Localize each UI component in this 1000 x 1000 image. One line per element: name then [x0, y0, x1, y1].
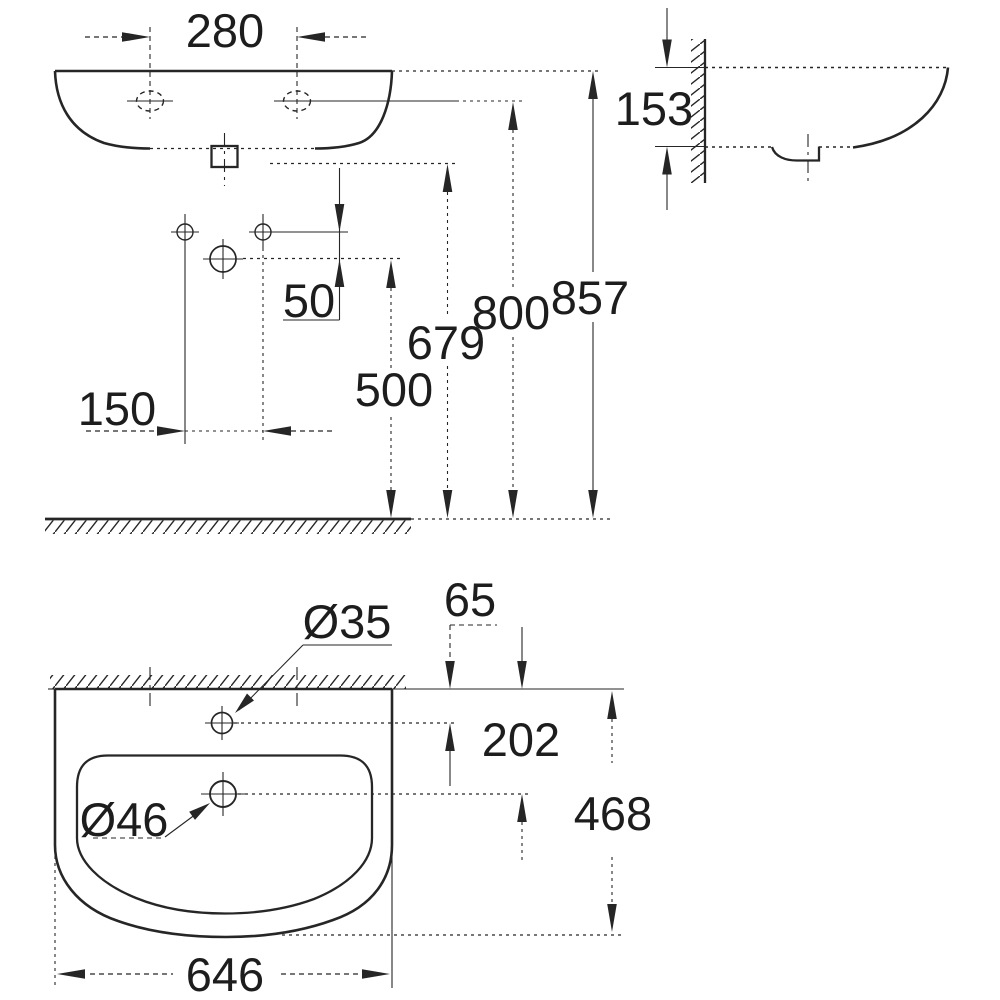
- dim-label-65: 65: [443, 573, 497, 626]
- arrow-up-icon: [335, 259, 345, 287]
- arrow-right-icon: [157, 426, 185, 436]
- arrow-down-icon: [662, 40, 672, 68]
- dim-mounting-depth: [615, 8, 693, 210]
- dim-label-679: 679: [406, 316, 486, 369]
- arrow-down-icon: [386, 490, 396, 518]
- front-view: [45, 4, 629, 534]
- arrow-right-icon: [122, 32, 150, 42]
- dim-basin-underside-height: [407, 164, 485, 518]
- dim-overall-width: [55, 850, 392, 1000]
- arrow-down-icon: [335, 204, 345, 232]
- dim-label-153: 153: [614, 82, 694, 135]
- drain-pipe-hole: [203, 239, 401, 279]
- arrow-up-icon: [508, 102, 518, 130]
- dim-drain-hole-diameter: [80, 793, 210, 846]
- dim-label-dia35: Ø35: [302, 595, 392, 648]
- arrow-down-icon: [445, 661, 455, 689]
- dim-label-468: 468: [573, 787, 653, 840]
- floor-hatching: [45, 521, 411, 535]
- basin-profile-curve: [853, 68, 948, 148]
- arrow-down-icon: [443, 490, 453, 518]
- arrow-up-icon: [588, 71, 598, 99]
- dim-fixing-to-drain: [283, 168, 344, 327]
- dim-label-646: 646: [185, 948, 265, 1000]
- dim-label-800: 800: [471, 286, 551, 339]
- arrow-up-icon: [445, 723, 455, 751]
- arrow-up-icon: [386, 260, 396, 288]
- dim-wall-to-drain: [482, 627, 560, 861]
- wall-hatching: [50, 675, 406, 689]
- dim-overall-depth: [574, 691, 652, 932]
- arrow-up-icon: [517, 794, 527, 822]
- dim-label-857: 857: [550, 271, 630, 324]
- dim-faucet-hole-diameter: [235, 595, 392, 713]
- faucet-hole-right: [274, 27, 522, 119]
- fixing-hole-left: [171, 214, 199, 444]
- arrow-leader-icon: [235, 694, 254, 714]
- arrow-up-icon: [607, 691, 617, 719]
- dim-label-150: 150: [77, 382, 157, 435]
- arrow-left-icon: [57, 969, 85, 979]
- faucet-hole: [205, 706, 458, 740]
- drain-hole: [201, 772, 531, 816]
- top-view: [48, 573, 652, 1000]
- dim-label-280: 280: [185, 4, 265, 57]
- arrow-left-icon: [297, 32, 325, 42]
- fixing-hole-right: [249, 214, 277, 444]
- dim-label-202: 202: [481, 713, 561, 766]
- drain-recess-profile: [772, 147, 819, 161]
- dim-faucet-hole-spacing: [85, 4, 367, 57]
- basin-bowl-outline-right: [315, 71, 392, 149]
- dim-faucet-hole-height: [472, 102, 550, 518]
- arrow-right-icon: [362, 969, 390, 979]
- leader-line: [165, 814, 196, 837]
- dim-label-50: 50: [282, 274, 336, 327]
- arrow-down-icon: [508, 490, 518, 518]
- arrow-down-icon: [607, 904, 617, 932]
- side-view: [615, 8, 948, 210]
- dim-label-500: 500: [354, 363, 434, 416]
- floor: [45, 519, 612, 534]
- arrow-left-icon: [263, 426, 291, 436]
- dim-rim-height: [551, 71, 629, 518]
- dim-drain-height: [355, 260, 433, 518]
- dim-fixing-hole-spacing: [78, 382, 333, 436]
- arrow-down-icon: [517, 661, 527, 689]
- arrow-up-icon: [662, 147, 672, 175]
- arrow-down-icon: [588, 490, 598, 518]
- arrow-up-icon: [443, 164, 453, 192]
- basin-bowl-outline-left: [55, 71, 150, 149]
- dim-label-dia46: Ø46: [79, 793, 169, 846]
- faucet-hole-left: [127, 27, 173, 119]
